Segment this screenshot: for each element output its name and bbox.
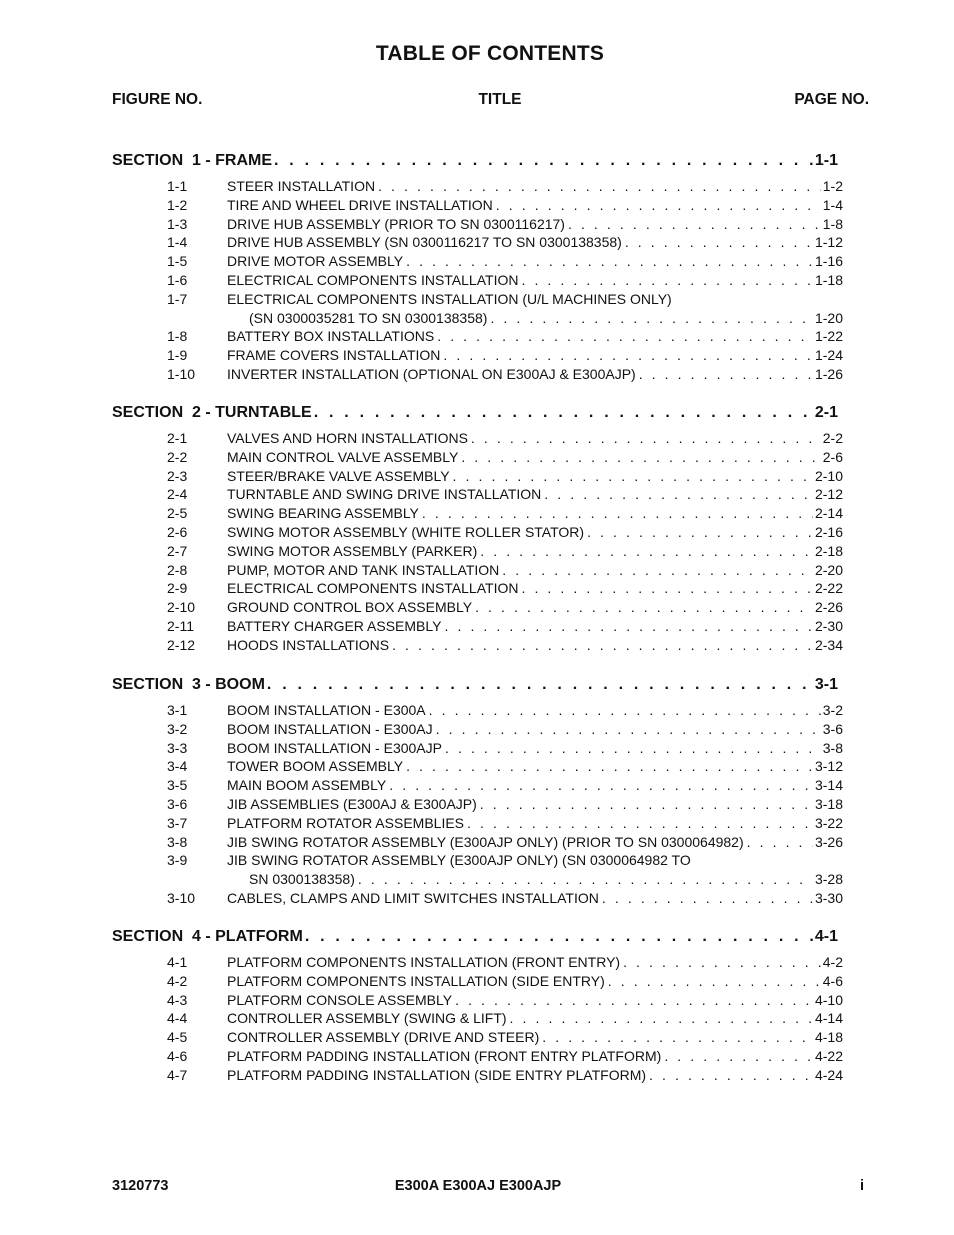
figure-page: 4-2 [822, 954, 843, 970]
dot-leader [518, 580, 813, 596]
dot-leader [646, 1067, 813, 1083]
figure-entry[interactable] [0, 366, 954, 384]
figure-entry[interactable] [0, 486, 954, 504]
dot-leader [355, 871, 813, 887]
dot-leader [464, 815, 813, 831]
section-page: 4-1 [814, 928, 838, 945]
figure-number: 2-6 [167, 524, 188, 540]
document-number: 3120773 [112, 1178, 169, 1194]
dot-leader [389, 637, 813, 653]
figure-entry[interactable] [0, 543, 954, 561]
figure-entry[interactable] [0, 599, 954, 617]
figure-title: PLATFORM COMPONENTS INSTALLATION (SIDE ENTRY) [227, 972, 605, 989]
dot-leader [403, 758, 813, 774]
figure-number: 1-2 [167, 196, 188, 213]
figure-title: JIB SWING ROTATOR ASSEMBLY (E300AJP ONLY) (PRIOR TO SN 0300064982) [227, 833, 744, 850]
figure-title: JIB ASSEMBLIES (E300AJ & E300AJP) [227, 796, 477, 812]
figure-number: 3-3 [167, 739, 188, 756]
dot-leader [661, 1048, 813, 1064]
figure-entry[interactable] [0, 973, 954, 991]
figure-no-header: FIGURE NO. [112, 91, 203, 108]
figure-number: 1-3 [167, 215, 188, 232]
figure-title: STEER INSTALLATION [227, 178, 376, 194]
figure-page: 2-16 [814, 524, 843, 540]
figure-page: 4-6 [822, 972, 843, 989]
figure-number: 4-2 [167, 972, 188, 989]
dot-leader [265, 676, 815, 694]
page-no-header: PAGE NO. [794, 91, 869, 108]
section-heading[interactable] [112, 928, 838, 948]
figure-entry[interactable] [0, 347, 954, 365]
dot-leader [599, 890, 813, 906]
dot-leader [303, 928, 815, 946]
figure-number: 2-10 [167, 599, 196, 616]
dot-leader [518, 272, 813, 288]
figure-number: 2-7 [167, 542, 188, 559]
figure-page: 2-18 [814, 542, 843, 559]
figure-title: TURNTABLE AND SWING DRIVE INSTALLATION [227, 486, 542, 503]
figure-title: STEER/BRAKE VALVE ASSEMBLY [227, 467, 450, 484]
figure-page: 1-18 [814, 272, 843, 288]
figure-page: 1-20 [814, 309, 843, 326]
figure-title: SWING MOTOR ASSEMBLY (WHITE ROLLER STATOR) [227, 524, 585, 540]
figure-title: VALVES AND HORN INSTALLATIONS [227, 430, 468, 446]
figure-page: 3-28 [814, 871, 843, 888]
dot-leader [622, 234, 813, 250]
figure-page: 2-14 [814, 505, 843, 522]
figure-page: 2-22 [814, 580, 843, 597]
figure-entry[interactable] [0, 1010, 954, 1028]
figure-page: 2-12 [814, 486, 843, 503]
figure-page: 1-8 [822, 215, 843, 232]
figure-entry[interactable] [0, 796, 954, 814]
figure-page: 4-18 [814, 1029, 843, 1046]
dot-leader [441, 618, 812, 634]
dot-leader [620, 954, 821, 970]
figure-title: CONTROLLER ASSEMBLY (SWING & LIFT) [227, 1010, 507, 1027]
figure-number: 2-3 [167, 467, 188, 484]
section-label: SECTION 4 - PLATFORM [112, 928, 303, 945]
dot-leader [419, 505, 813, 521]
figure-title: DRIVE HUB ASSEMBLY (SN 0300116217 TO SN 0300138358) [227, 234, 622, 251]
figure-number: 3-10 [167, 890, 196, 906]
figure-entry[interactable] [0, 992, 954, 1010]
figure-number: 1-9 [167, 347, 188, 364]
figure-entry[interactable] [0, 253, 954, 271]
section-page: 3-1 [814, 676, 838, 693]
figure-page: 1-24 [814, 347, 843, 364]
figure-page: 3-8 [822, 739, 843, 756]
dot-leader [386, 777, 813, 793]
dot-leader [477, 543, 813, 559]
dot-leader [442, 740, 821, 756]
figure-number: 4-6 [167, 1048, 188, 1064]
figure-page: 1-12 [814, 234, 843, 251]
figure-title: BOOM INSTALLATION - E300AJ [227, 720, 433, 737]
figure-number: 3-8 [167, 833, 188, 850]
model-names: E300A E300AJ E300AJP [394, 1178, 562, 1194]
dot-leader [468, 430, 821, 446]
figure-title: BATTERY BOX INSTALLATIONS [227, 328, 435, 345]
figure-entry[interactable] [0, 197, 954, 215]
figure-number: 4-1 [167, 954, 188, 970]
section-heading[interactable] [112, 404, 838, 424]
dot-leader [272, 152, 815, 170]
figure-page: 2-20 [814, 561, 843, 578]
figure-title: HOODS INSTALLATIONS [227, 636, 390, 653]
figure-entry[interactable] [0, 618, 954, 636]
figure-number: 3-5 [167, 777, 188, 794]
title-header: TITLE [478, 91, 522, 108]
figure-page: 4-24 [814, 1066, 843, 1083]
dot-leader [744, 834, 813, 850]
figure-entry[interactable] [0, 815, 954, 833]
figure-entry[interactable] [0, 580, 954, 598]
figure-entry[interactable] [0, 216, 954, 234]
figure-title: TIRE AND WHEEL DRIVE INSTALLATION [227, 196, 493, 213]
section-label: SECTION 3 - BOOM [112, 676, 265, 693]
dot-leader [539, 1029, 813, 1045]
figure-title: CONTROLLER ASSEMBLY (DRIVE AND STEER) [227, 1029, 540, 1046]
figure-entry[interactable] [0, 834, 954, 852]
dot-leader [541, 486, 813, 502]
figure-number: 2-8 [167, 561, 188, 578]
figure-page: 2-6 [822, 448, 843, 465]
figure-title: MAIN CONTROL VALVE ASSEMBLY [227, 448, 459, 465]
figure-number: 3-4 [167, 758, 188, 775]
figure-page: 1-2 [822, 178, 843, 194]
figure-number: 4-7 [167, 1066, 188, 1083]
figure-entry[interactable] [0, 954, 954, 972]
figure-title-continued: SN 0300138358) [249, 871, 355, 888]
dot-leader [507, 1010, 813, 1026]
figure-page: 3-26 [814, 833, 843, 850]
figure-entry[interactable] [0, 468, 954, 486]
figure-title: PLATFORM ROTATOR ASSEMBLIES [227, 814, 465, 831]
figure-number: 2-11 [167, 618, 194, 634]
figure-title: PLATFORM PADDING INSTALLATION (FRONT ENTRY PLATFORM) [227, 1048, 662, 1064]
dot-leader [487, 310, 813, 326]
dot-leader [605, 973, 821, 989]
dot-leader [433, 721, 821, 737]
figure-number: 1-4 [167, 234, 188, 251]
figure-entry[interactable] [0, 505, 954, 523]
dot-leader [477, 796, 813, 812]
figure-page: 3-14 [814, 777, 843, 794]
figure-entry[interactable] [0, 702, 954, 720]
figure-page: 2-34 [814, 636, 843, 653]
figure-page: 2-26 [814, 599, 843, 616]
figure-number: 3-1 [167, 702, 188, 718]
dot-leader [426, 702, 821, 718]
figure-entry[interactable] [0, 1067, 954, 1085]
page-number: i [860, 1178, 865, 1194]
figure-page: 3-2 [822, 702, 843, 718]
figure-number: 2-1 [167, 430, 188, 446]
dot-leader [434, 328, 813, 344]
dot-leader [565, 216, 821, 232]
figure-title: DRIVE MOTOR ASSEMBLY [227, 253, 404, 270]
figure-title: MAIN BOOM ASSEMBLY [227, 777, 387, 794]
figure-number: 1-10 [167, 366, 196, 382]
figure-number: 1-6 [167, 272, 188, 288]
figure-title: GROUND CONTROL BOX ASSEMBLY [227, 599, 473, 616]
figure-title: ELECTRICAL COMPONENTS INSTALLATION [227, 272, 519, 288]
figure-entry[interactable] [0, 890, 954, 908]
figure-title: BATTERY CHARGER ASSEMBLY [227, 618, 442, 634]
figure-title: PLATFORM PADDING INSTALLATION (SIDE ENTRY PLATFORM) [227, 1066, 647, 1083]
figure-number: 1-1 [167, 178, 188, 194]
figure-entry[interactable] [0, 562, 954, 580]
figure-page: 3-30 [814, 890, 843, 906]
figure-number: 3-6 [167, 796, 188, 812]
figure-title-continued: (SN 0300035281 TO SN 0300138358) [249, 309, 488, 326]
figure-entry[interactable] [0, 272, 954, 290]
dot-leader [452, 992, 813, 1008]
figure-number: 2-2 [167, 448, 188, 465]
figure-entry[interactable] [0, 721, 954, 739]
figure-title: BOOM INSTALLATION - E300AJP [227, 739, 442, 756]
figure-title: BOOM INSTALLATION - E300A [227, 702, 426, 718]
figure-title: PUMP, MOTOR AND TANK INSTALLATION [227, 561, 500, 578]
figure-number: 4-3 [167, 991, 188, 1008]
figure-entry[interactable] [0, 234, 954, 252]
section-label: SECTION 1 - FRAME [112, 152, 273, 169]
figure-number: 3-9 [167, 852, 188, 869]
figure-title: ELECTRICAL COMPONENTS INSTALLATION [227, 580, 519, 597]
figure-number: 2-5 [167, 505, 188, 522]
section-label: SECTION 2 - TURNTABLE [112, 404, 312, 421]
figure-entry[interactable] [0, 291, 954, 329]
section-page: 2-1 [814, 404, 838, 421]
figure-page: 4-14 [814, 1010, 843, 1027]
figure-page: 2-10 [814, 467, 843, 484]
figure-number: 1-7 [167, 290, 188, 307]
figure-page: 1-22 [814, 328, 843, 345]
dot-leader [450, 468, 813, 484]
figure-number: 2-4 [167, 486, 188, 503]
dot-leader [472, 599, 813, 615]
dot-leader [584, 524, 813, 540]
section-page: 1-1 [814, 152, 838, 169]
figure-entry[interactable] [0, 758, 954, 776]
dot-leader [375, 178, 821, 194]
figure-title: PLATFORM COMPONENTS INSTALLATION (FRONT ENTRY) [227, 954, 621, 970]
figure-entry[interactable] [0, 328, 954, 346]
figure-title: ELECTRICAL COMPONENTS INSTALLATION (U/L MACHINES ONLY) [227, 290, 672, 307]
figure-entry[interactable] [0, 524, 954, 542]
figure-entry[interactable] [0, 178, 954, 196]
figure-page: 3-18 [814, 796, 843, 812]
dot-leader [499, 562, 813, 578]
figure-page: 1-4 [822, 196, 843, 213]
figure-title: TOWER BOOM ASSEMBLY [227, 758, 404, 775]
figure-page: 4-10 [814, 991, 843, 1008]
figure-title: CABLES, CLAMPS AND LIMIT SWITCHES INSTALLATION [227, 890, 599, 906]
figure-page: 4-22 [814, 1048, 843, 1064]
figure-number: 3-7 [167, 814, 188, 831]
figure-page: 2-2 [822, 430, 843, 446]
figure-title: FRAME COVERS INSTALLATION [227, 347, 441, 364]
dot-leader [312, 404, 815, 422]
figure-entry[interactable] [0, 777, 954, 795]
figure-page: 1-26 [814, 366, 843, 382]
figure-page: 3-12 [814, 758, 843, 775]
figure-entry[interactable] [0, 1048, 954, 1066]
figure-entry[interactable] [0, 430, 954, 448]
figure-page: 2-30 [814, 618, 843, 634]
figure-number: 1-8 [167, 328, 188, 345]
dot-leader [403, 253, 813, 269]
figure-entry[interactable] [0, 449, 954, 467]
figure-title: DRIVE HUB ASSEMBLY (PRIOR TO SN 0300116217) [227, 215, 565, 232]
figure-title: JIB SWING ROTATOR ASSEMBLY (E300AJP ONLY) (SN 0300064982 TO [227, 852, 691, 869]
figure-title: PLATFORM CONSOLE ASSEMBLY [227, 991, 453, 1008]
figure-entry[interactable] [0, 852, 954, 890]
figure-title: INVERTER INSTALLATION (OPTIONAL ON E300AJ & E300AJP) [227, 366, 636, 382]
figure-number: 1-5 [167, 253, 188, 270]
figure-number: 3-2 [167, 720, 188, 737]
figure-title: SWING MOTOR ASSEMBLY (PARKER) [227, 542, 478, 559]
dot-leader [493, 197, 821, 213]
figure-number: 4-5 [167, 1029, 188, 1046]
figure-page: 1-16 [814, 253, 843, 270]
figure-entry[interactable] [0, 740, 954, 758]
figure-number: 2-12 [167, 636, 196, 653]
figure-entry[interactable] [0, 1029, 954, 1047]
figure-page: 3-6 [822, 720, 843, 737]
figure-entry[interactable] [0, 637, 954, 655]
section-heading[interactable] [112, 152, 838, 172]
section-heading[interactable] [112, 676, 838, 696]
dot-leader [636, 366, 813, 382]
dot-leader [440, 347, 813, 363]
dot-leader [458, 449, 820, 465]
figure-title: SWING BEARING ASSEMBLY [227, 505, 419, 522]
figure-number: 4-4 [167, 1010, 188, 1027]
figure-page: 3-22 [814, 814, 843, 831]
page-title: TABLE OF CONTENTS [375, 42, 605, 65]
figure-number: 2-9 [167, 580, 188, 597]
